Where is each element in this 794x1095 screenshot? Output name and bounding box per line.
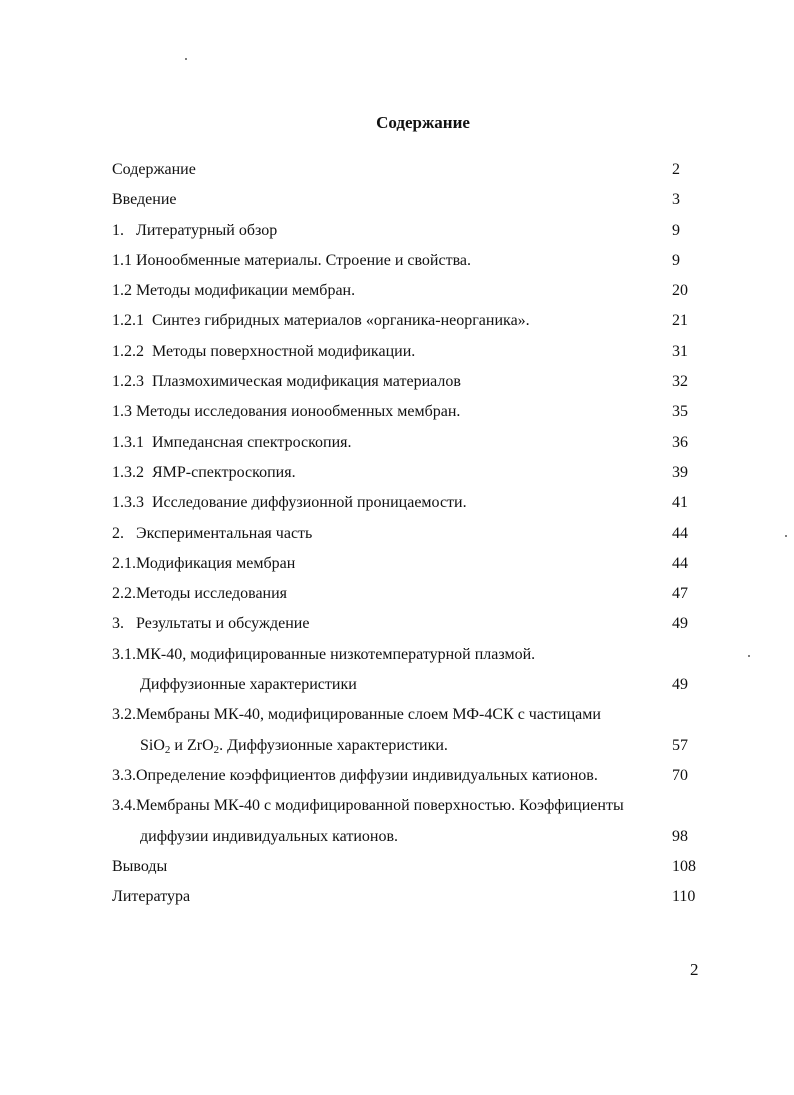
toc-page: 108 — [672, 857, 696, 875]
toc-row — [112, 399, 702, 429]
toc-row — [112, 430, 702, 460]
toc-page: 49 — [672, 676, 688, 694]
toc-page: 44 — [672, 524, 688, 542]
toc-row — [112, 672, 702, 702]
toc-label: 1.3.2 ЯМР-спектроскопия. — [112, 463, 296, 481]
page-title: Содержание — [376, 113, 470, 132]
toc-page: 21 — [672, 312, 688, 330]
toc-row — [112, 187, 702, 217]
toc-label: 1.3.1 Импедансная спектроскопия. — [112, 433, 352, 451]
toc-page: 36 — [672, 433, 688, 451]
toc-page: 31 — [672, 342, 688, 360]
subscript-2: 2 — [213, 743, 220, 756]
toc-page: 20 — [672, 282, 688, 300]
toc-page: 9 — [672, 251, 680, 269]
toc-label: Литература — [112, 888, 191, 906]
toc-label: Содержание — [112, 161, 196, 178]
toc-page: 39 — [672, 463, 688, 481]
toc-label: 1.3.3 Исследование диффузионной проницаемости. — [112, 494, 467, 512]
toc-row — [112, 884, 702, 914]
toc-page: 57 — [672, 736, 688, 754]
toc-row — [112, 339, 702, 369]
toc-page: 9 — [672, 221, 680, 239]
scan-speck — [185, 58, 187, 60]
toc-page: 70 — [672, 766, 688, 784]
toc-label — [140, 733, 448, 759]
toc-page: 49 — [672, 615, 688, 633]
toc-label: Выводы — [112, 857, 168, 875]
toc-row — [112, 793, 702, 823]
formula-sio: SiO — [140, 736, 165, 754]
toc-page: 41 — [672, 494, 688, 512]
subscript-2: 2 — [164, 743, 171, 756]
toc-row — [112, 611, 702, 641]
toc-row — [112, 702, 702, 732]
toc-row — [112, 642, 702, 672]
toc-label: 1.2.2 Методы поверхностной модификации. — [112, 342, 416, 360]
toc-label: 1. Литературный обзор — [112, 221, 278, 239]
toc-label: 1.2 Методы модификации мембран. — [112, 282, 356, 300]
toc-row — [112, 369, 702, 399]
toc-label: 3.3.Определение коэффициентов диффузии индивидуальных катионов. — [112, 766, 598, 784]
toc-label: Диффузионные характеристики — [140, 676, 357, 694]
page-number: 2 — [690, 960, 699, 979]
toc-label: 2. Экспериментальная часть — [112, 524, 313, 542]
toc-row — [112, 551, 702, 581]
toc-label-rest: . Диффузионные характеристики. — [219, 736, 448, 754]
toc-row — [112, 218, 702, 248]
toc-row — [112, 824, 702, 854]
toc-label: 2.1.Модификация мембран — [112, 554, 296, 572]
toc-label: 1.2.1 Синтез гибридных материалов «органика-неорганика». — [112, 312, 530, 330]
toc-row — [112, 278, 702, 308]
toc-row — [112, 581, 702, 611]
toc-row — [112, 460, 702, 490]
toc-label: 1.1 Ионообменные материалы. Строение и свойства. — [112, 251, 472, 269]
toc-page: 44 — [672, 554, 688, 572]
toc-row — [112, 854, 702, 884]
formula-zro: и ZrO — [170, 736, 214, 754]
toc-page: 3 — [672, 191, 680, 209]
toc-page: 32 — [672, 373, 688, 391]
toc-label: 2.2.Методы исследования — [112, 585, 288, 603]
toc-row — [112, 521, 702, 551]
toc-label: диффузии индивидуальных катионов. — [140, 827, 398, 845]
toc-label: 3.2.Мембраны МК-40, модифицированные слоем МФ-4СК с частицами — [112, 706, 601, 724]
toc-row — [112, 763, 702, 793]
toc-row — [112, 490, 702, 520]
toc-page: 110 — [672, 888, 696, 906]
scan-speck — [785, 535, 787, 537]
toc-label: 3.1.МК-40, модифицированные низкотемпературной плазмой. — [112, 645, 536, 663]
toc-label: 3.4.Мембраны МК-40 с модифицированной поверхностью. Коэффициенты — [112, 797, 624, 815]
toc-label: 3. Результаты и обсуждение — [112, 615, 310, 633]
toc-row — [112, 157, 702, 187]
toc-label: 1.3 Методы исследования ионообменных мембран. — [112, 403, 461, 421]
toc-page: 2 — [672, 161, 680, 178]
scan-speck — [748, 655, 750, 657]
toc-page: 47 — [672, 585, 688, 603]
toc-page: 98 — [672, 827, 688, 845]
toc-row — [112, 308, 702, 338]
toc-page: 35 — [672, 403, 688, 421]
toc-label: Введение — [112, 191, 177, 209]
toc-row — [112, 248, 702, 278]
toc-row — [112, 733, 702, 763]
table-of-contents — [112, 157, 702, 914]
toc-label: 1.2.3 Плазмохимическая модификация материалов — [112, 373, 461, 391]
